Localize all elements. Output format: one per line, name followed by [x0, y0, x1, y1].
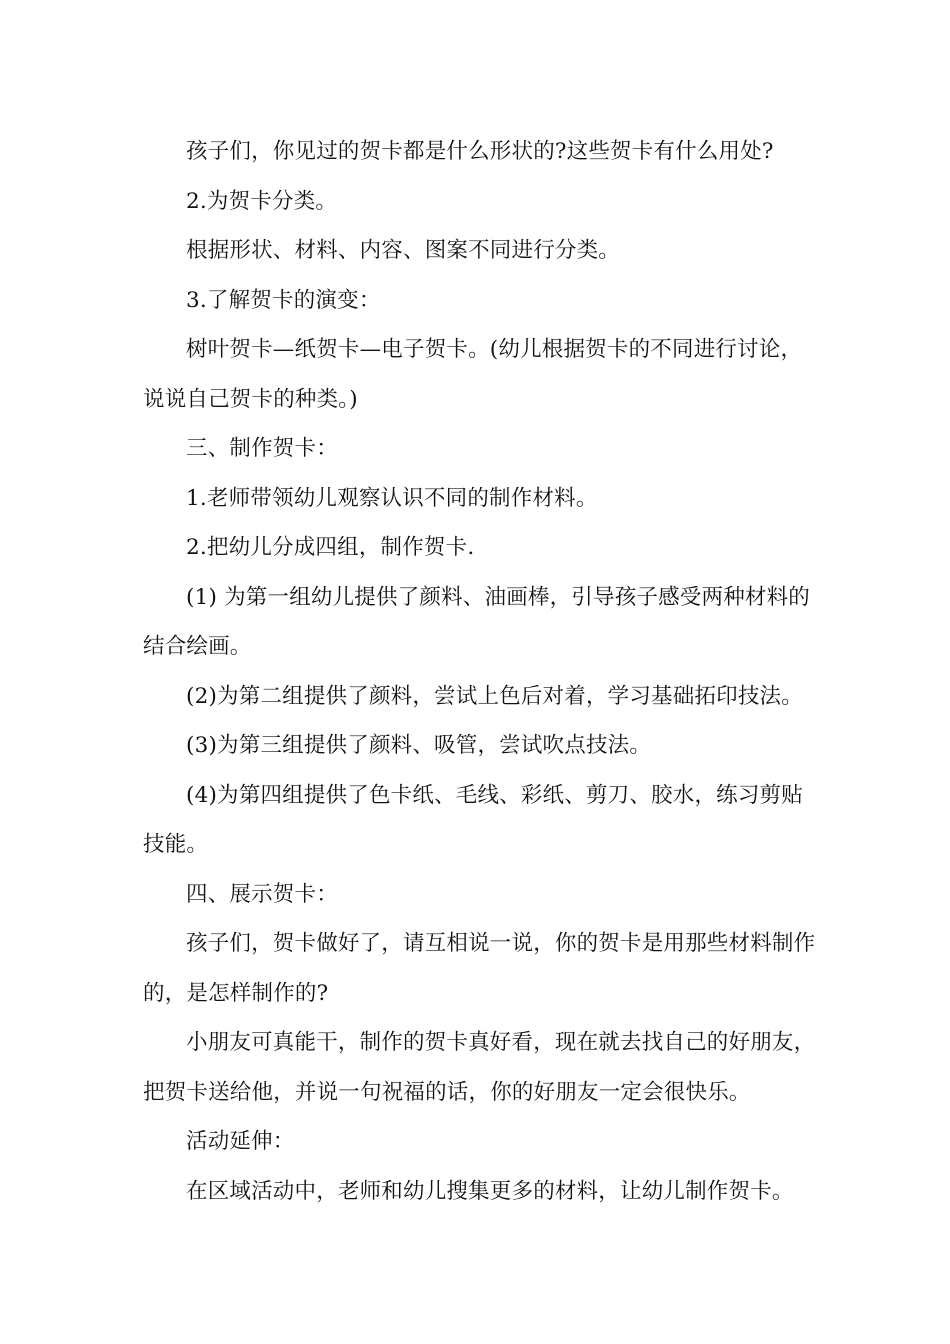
- paragraph-evolution-text: 树叶贺卡—纸贺卡—电子贺卡。(幼儿根据贺卡的不同进行讨论，说说自己贺卡的种类。): [143, 337, 803, 412]
- paragraph-group-division: 2.把幼儿分成四组，制作贺卡.: [186, 535, 475, 560]
- paragraph-question: 孩子们，你见过的贺卡都是什么形状的?这些贺卡有什么用处?: [186, 139, 774, 164]
- paragraph-give-cards: 小朋友可真能干，制作的贺卡真好看，现在就去找自己的好朋友，把贺卡送给他，并说一句祝福的话，你的好朋友一定会很快乐。: [143, 1030, 816, 1105]
- paragraph-show-discussion: 孩子们，贺卡做好了，请互相说一说，你的贺卡是用那些材料制作的，是怎样制作的?: [143, 931, 816, 1006]
- section-heading-make-cards: 三、制作贺卡：: [186, 436, 338, 461]
- paragraph-group-four: (4)为第四组提供了色卡纸、毛线、彩纸、剪刀、胶水，练习剪贴技能。: [143, 782, 803, 857]
- paragraph-group-one: (1) 为第一组幼儿提供了颜料、油画棒，引导孩子感受两种材料的结合绘画。: [143, 584, 810, 659]
- paragraph-observe-materials: 1.老师带领幼儿观察认识不同的制作材料。: [186, 485, 598, 511]
- section-heading-show-cards: 四、展示贺卡：: [186, 881, 338, 907]
- paragraph-group-two: (2)为第二组提供了颜料，尝试上色后对着，学习基础拓印技法。: [186, 683, 803, 709]
- paragraph-group-three: (3)为第三组提供了颜料、吸管，尝试吹点技法。: [186, 733, 652, 758]
- paragraph-evolution-heading: 3.了解贺卡的演变：: [186, 287, 381, 313]
- paragraph-classify-criteria: 根据形状、材料、内容、图案不同进行分类。: [186, 238, 621, 263]
- section-heading-extension: 活动延伸：: [186, 1129, 295, 1154]
- document-body: [143, 127, 823, 1216]
- paragraph-classify-heading: 2.为贺卡分类。: [186, 188, 338, 214]
- paragraph-extension-text: 在区域活动中，老师和幼儿搜集更多的材料，让幼儿制作贺卡。: [186, 1178, 794, 1204]
